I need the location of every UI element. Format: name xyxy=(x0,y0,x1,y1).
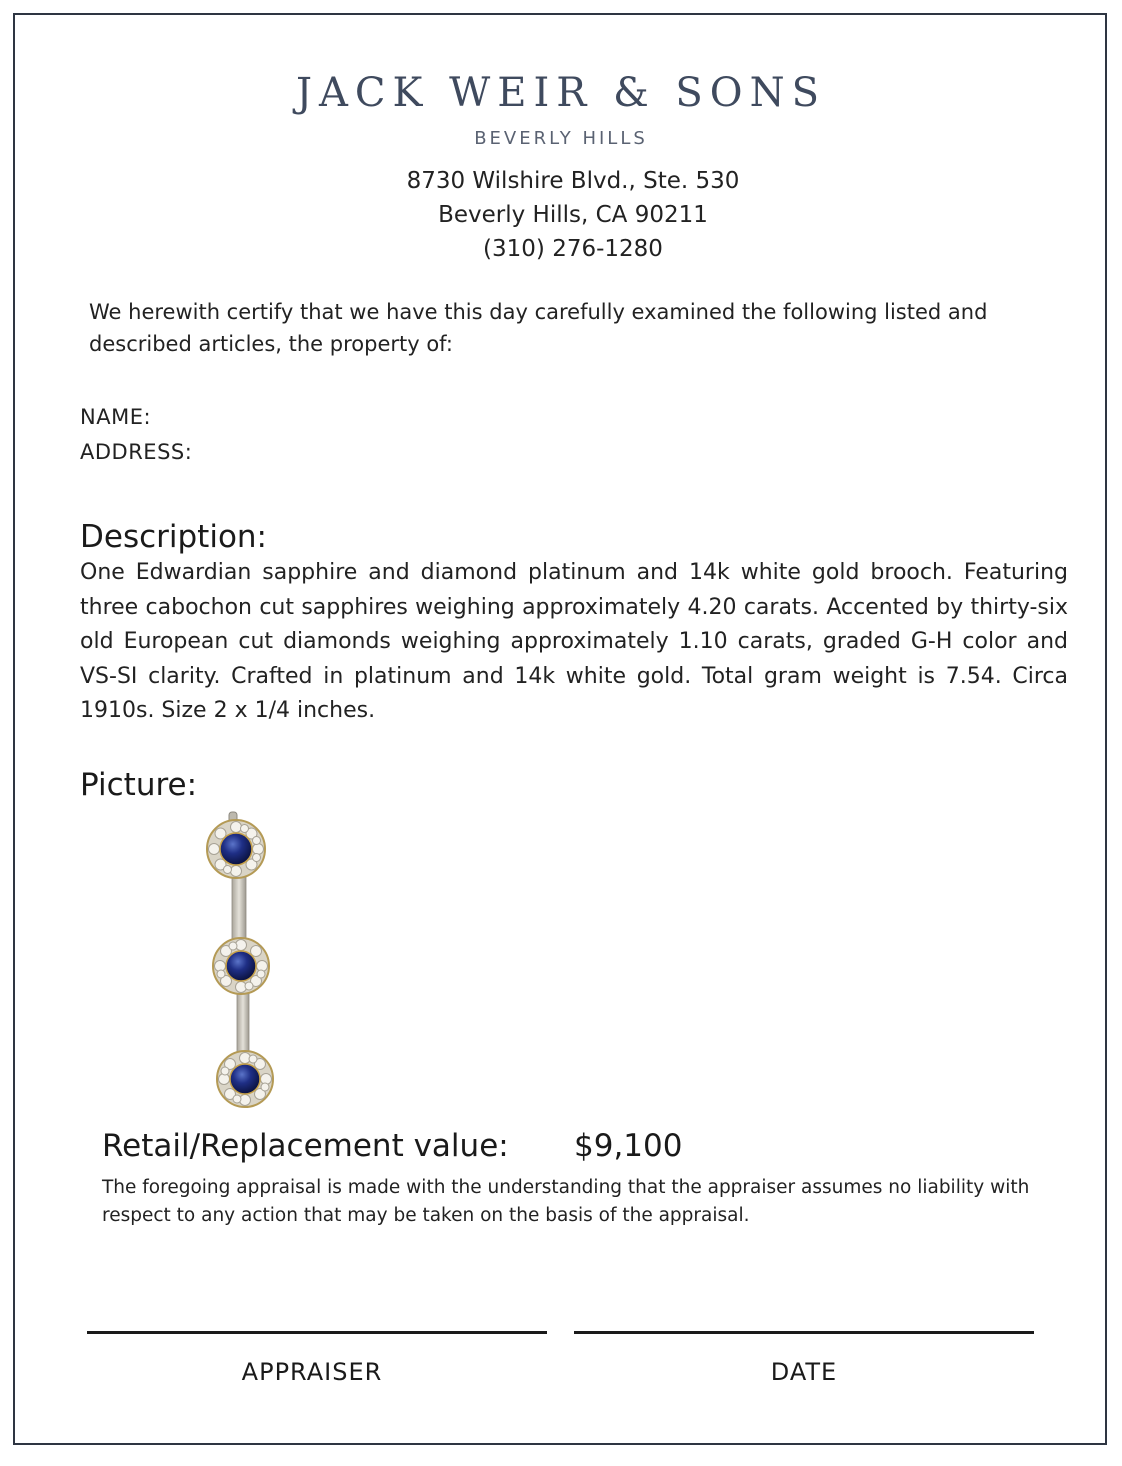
certification-statement: We herewith certify that we have this day carefully examined the following listed and described articles, the property of: xyxy=(89,300,988,356)
address-field-label: ADDRESS: xyxy=(80,440,193,464)
description-heading: Description: xyxy=(80,519,267,555)
phone-number: (310) 276-1280 xyxy=(483,236,663,262)
company-name: JACK WEIR & SONS xyxy=(296,70,826,116)
appraiser-signature-line xyxy=(87,1331,547,1334)
description-text: One Edwardian sapphire and diamond platinum and 14k white gold brooch. Featuring three cabochon cut sapphires weighing approximately 4.20 carats. Accented by thirty-six old European cut diamonds weighing approximately 1.10 carats, graded G-H color and VS-SI clarity. Crafted in platinum and 14k white gold. Total gram weight is 7.54. Circa 1910s. Size 2 x 1/4 inches. xyxy=(80,560,1068,723)
picture-heading: Picture: xyxy=(80,767,198,803)
brooch-photo xyxy=(180,806,300,1112)
name-field-label: NAME: xyxy=(80,405,152,429)
address-line-2: Beverly Hills, CA 90211 xyxy=(438,202,708,228)
date-label: DATE xyxy=(770,1358,838,1386)
appraiser-label: APPRAISER xyxy=(241,1358,383,1386)
replacement-value-amount: $9,100 xyxy=(574,1128,683,1164)
disclaimer-text: The foregoing appraisal is made with the understanding that the appraiser assumes no liability with respect to any action that may be taken on the basis of the appraisal. xyxy=(102,1177,1030,1226)
address-line-1: 8730 Wilshire Blvd., Ste. 530 xyxy=(406,168,740,194)
replacement-value-label: Retail/Replacement value: xyxy=(102,1128,509,1164)
date-signature-line xyxy=(574,1331,1034,1334)
company-location: BEVERLY HILLS xyxy=(474,128,648,149)
